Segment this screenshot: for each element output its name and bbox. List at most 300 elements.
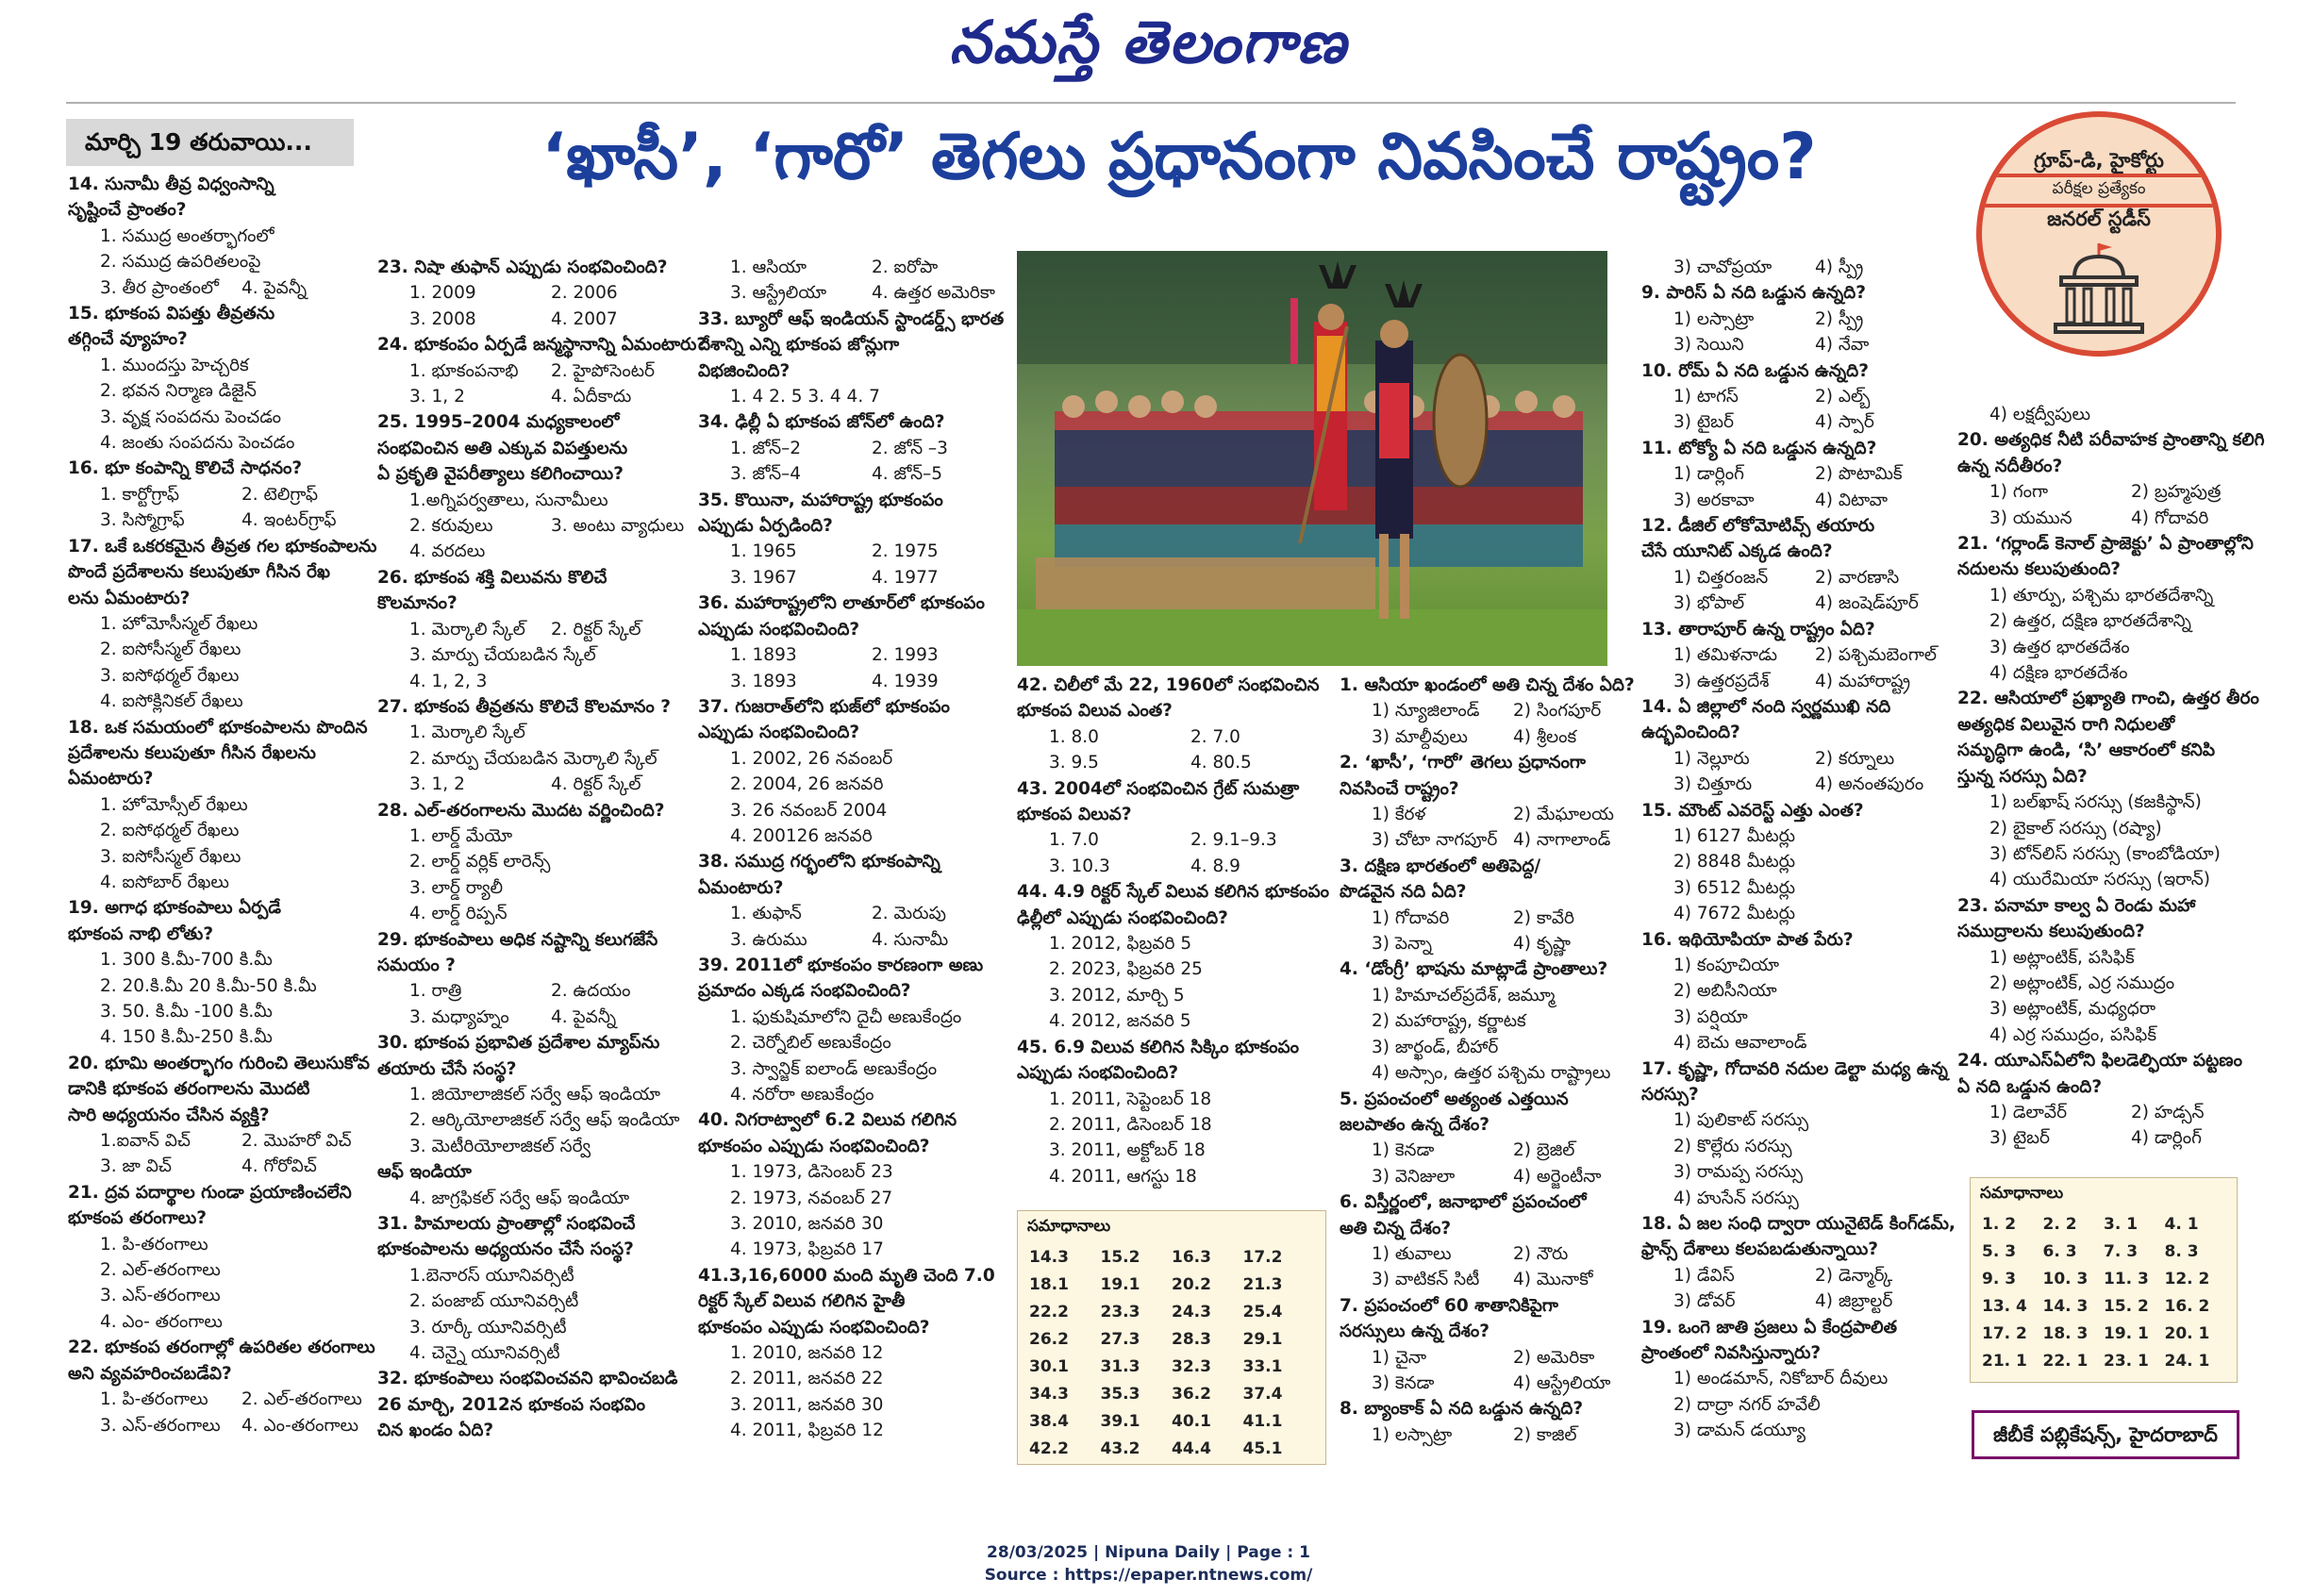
option-text: 2) ఎల్బ్ xyxy=(1815,387,1871,407)
option-text: 2. 2006 xyxy=(551,283,618,304)
answer-cell: 5. 3 xyxy=(1982,1241,2017,1261)
question-text: 19. ఒంగె జాతి ప్రజలు ఏ కేంద్రపాలిత xyxy=(1641,1317,1897,1338)
question-text: 10. రోమ్ ఏ నది ఒడ్డున ఉన్నది? xyxy=(1641,360,1869,381)
option-text: 3) రామప్ప సరస్సు xyxy=(1673,1162,1803,1183)
option-pair xyxy=(1340,1371,1655,1396)
answer-cell: 19.1 xyxy=(1100,1274,1140,1294)
question-text: 5. ప్రపంచంలో అత్యంత ఎత్తయిన xyxy=(1340,1089,1569,1109)
option-pair xyxy=(698,436,1013,461)
answer-cell: 38.4 xyxy=(1029,1411,1069,1431)
option-pair xyxy=(698,669,1013,694)
question-column-4 xyxy=(1017,673,1332,1189)
question-text: నదులను కలుపుతుంది? xyxy=(1957,559,2121,580)
option-text: 3) ఉత్తర భారతదేశం xyxy=(1989,637,2130,657)
answer-row xyxy=(1029,1380,1314,1407)
answer-cell: 45.1 xyxy=(1242,1438,1283,1458)
answer-cell: 17.2 xyxy=(1242,1247,1283,1267)
option-text: 3. అంటు వ్యాధులు xyxy=(551,516,685,537)
question-text: 32. భూకంపాలు సంభవించవని భావించబడి xyxy=(377,1369,678,1389)
option-text: 2) స్ప్రీ xyxy=(1815,308,1864,329)
answer-cell: 40.1 xyxy=(1172,1411,1211,1431)
question-text: నివసించే రాష్ట్రం? xyxy=(1340,778,1459,799)
option-text: 2. ఐరోపా xyxy=(872,258,939,277)
option-text: 1. రాత్రి xyxy=(409,981,462,1002)
question-text: 31. హిమాలయ ప్రాంతాల్లో సంభవించే xyxy=(377,1214,636,1235)
option-text: 3. తీర ప్రాంతంలో xyxy=(100,277,219,298)
answer-cell: 24. 1 xyxy=(2164,1351,2210,1371)
question-column-5 xyxy=(1340,673,1655,1448)
option-pair xyxy=(1340,906,1655,931)
option-text: 3) డామన్ డయ్యూ xyxy=(1673,1421,1806,1441)
option-text: 2) కావేరి xyxy=(1513,907,1575,928)
option-pair xyxy=(68,507,383,533)
answer-row xyxy=(1982,1347,2225,1374)
option-text: 2. పంజాబ్ యూనివర్సిటీ xyxy=(409,1291,579,1312)
answer-cell: 30.1 xyxy=(1029,1356,1069,1376)
footer-edition-line: 28/03/2025 | Nipuna Daily | Page : 1 xyxy=(987,1543,1310,1562)
option-text: 4) విటావా xyxy=(1815,490,1889,510)
answer-cell: 33.1 xyxy=(1242,1356,1283,1376)
option-pair xyxy=(1017,827,1332,853)
answer-row xyxy=(1982,1265,2225,1292)
question-text: 19. అగాధ భూకంపాలు ఏర్పడే xyxy=(68,898,281,919)
option-text: 1. 1965 xyxy=(730,541,797,562)
option-text: 2) మహారాష్ట్ర, కర్ణాటక xyxy=(1372,1011,1526,1032)
option-text: 2) అబిసీనియా xyxy=(1673,981,1777,1002)
option-text: 4) స్ప్రీ xyxy=(1815,258,1864,277)
option-text: 4. వరదలు xyxy=(409,541,486,562)
option-text: 1) తువాలు xyxy=(1372,1243,1452,1264)
question-text: పొడవైన నది ఏది? xyxy=(1340,882,1467,903)
option-text: 4. 1977 xyxy=(872,567,939,588)
question-text: 29. భూకంపాలు అధిక నష్టాన్ని కలుగజేసే xyxy=(377,929,658,950)
question-text: 26. భూకంప శక్తి విలువను కొలిచే xyxy=(377,567,608,588)
badge-line-1: గ్రూప్-డి, హైకోర్టు xyxy=(2034,149,2164,172)
question-text: భూకంపం ఎప్పుడు సంభవించింది? xyxy=(698,1136,930,1156)
question-text: ఎప్పుడు సంభవించింది? xyxy=(698,723,860,743)
question-text: 1. ఆసియా ఖండంలో అతి చిన్న దేశం ఏది? xyxy=(1340,675,1635,695)
answer-cell: 18.1 xyxy=(1029,1274,1069,1294)
option-text: 4) మహారాష్ట్ర xyxy=(1815,671,1910,691)
option-text: 3. 2008 xyxy=(409,308,476,329)
question-text: భూకంప నాభి లోతు? xyxy=(68,923,214,944)
question-text: 18. ఒక సమయంలో భూకంపాలను పొందిన xyxy=(68,717,368,738)
option-text: 2. మార్పు చేయబడిన మెర్కాలి స్కేల్ xyxy=(409,748,657,769)
option-text: 1. తుఫాన్ xyxy=(730,904,802,924)
answer-table xyxy=(1982,1210,2225,1374)
option-pair xyxy=(377,978,707,1004)
question-text: సారి అధ్యయనం చేసిన వ్యక్తి? xyxy=(68,1105,270,1125)
option-pair xyxy=(1340,1138,1655,1163)
option-text: 4) గోదావరి xyxy=(2131,507,2209,528)
question-text: 9. పారిస్ ఏ నది ఒడ్డున ఉన్నది? xyxy=(1641,283,1866,304)
option-text: 2. భవన నిర్మాణ డిజైన్ xyxy=(100,381,257,402)
option-text: 3. 10.3 xyxy=(1049,856,1110,876)
option-text: 4) శ్రీలంక xyxy=(1513,726,1577,747)
option-pair xyxy=(1340,698,1655,723)
option-text: 4) లక్షద్వీపులు xyxy=(1989,405,2091,424)
option-pair xyxy=(377,1005,707,1030)
option-pair xyxy=(1340,724,1655,750)
option-text: 1) కేరళ xyxy=(1372,805,1426,825)
option-pair xyxy=(1641,669,1956,694)
question-text: సమృద్ధిగా ఉండి, ‘సి’ ఆకారంలో కనిపి xyxy=(1957,740,2215,761)
option-text: 4) ఎర్ర సముద్రం, పసిఫిక్ xyxy=(1989,1024,2156,1045)
option-text: 1) డెలావేర్ xyxy=(1989,1102,2068,1122)
option-text: 4) దక్షిణ భారతదేశం xyxy=(1989,663,2128,684)
question-text: చిన ఖండం ఏది? xyxy=(377,1421,494,1441)
option-text: 4. రిక్టర్ స్కేల్ xyxy=(551,774,641,795)
answer-cell: 14.3 xyxy=(1029,1247,1069,1267)
option-text: 3. లార్డ్ ర్యాలీ xyxy=(409,877,504,898)
option-pair xyxy=(698,901,1013,926)
question-text: ప్రమాదం ఎక్కడ సంభవించింది? xyxy=(698,981,911,1002)
question-text: 42. చిలీలో మే 22, 1960లో సంభవించిన xyxy=(1017,675,1320,695)
answer-row xyxy=(1029,1243,1314,1271)
option-text: 1. పి-తరంగాలు xyxy=(100,1389,208,1410)
question-text: 2. ‘ఖాసీ’, ‘గారో’ తెగలు ప్రధానంగా xyxy=(1340,753,1586,773)
question-text: ఏ నది ఒడ్డున ఉంది? xyxy=(1957,1076,2103,1097)
question-text: ఎప్పుడు సంభవించింది? xyxy=(698,619,860,640)
option-text: 3. స్వాన్జిక్ ఐలాండ్ అణుకేంద్రం xyxy=(730,1058,938,1079)
option-text: 4. 1973, ఫిబ్రవరి 17 xyxy=(730,1239,884,1260)
answer-row xyxy=(1982,1210,2225,1238)
option-text: 2) బ్రహ్మపుత్ర xyxy=(2131,482,2222,503)
question-text: భూకంప విలువ? xyxy=(1017,805,1132,825)
option-text: 4) నేవా xyxy=(1815,335,1870,356)
option-text: 2. 20.కి.మీ 20 కి.మీ-50 కి.మీ xyxy=(100,975,317,996)
option-text: 3. 1, 2 xyxy=(409,387,465,407)
masthead-logo: నమస్తే తెలంగాణ xyxy=(949,8,1348,76)
option-text: 1. మెర్కాలి స్కేల్ xyxy=(409,619,525,640)
option-text: 2) అమెరికా xyxy=(1513,1347,1595,1368)
option-text: 4. ఇంటర్‌గ్రాఫ్ xyxy=(241,510,337,531)
answer-cell: 25.4 xyxy=(1242,1302,1283,1322)
option-text: 4. 8.9 xyxy=(1190,856,1240,876)
option-pair xyxy=(1641,772,1956,797)
answer-cell: 13. 4 xyxy=(1982,1296,2027,1316)
answer-row xyxy=(1982,1320,2225,1347)
answer-cell: 29.1 xyxy=(1242,1329,1283,1349)
question-text: సముద్రాలను కలుపుతుంది? xyxy=(1957,922,2145,942)
question-text: 20. భూమి అంతర్భాగం గురించి తెలుసుకోవ xyxy=(68,1053,370,1073)
option-text: 3. మధ్యాహ్నం xyxy=(409,1006,509,1027)
option-text: 4) కృష్ణా xyxy=(1513,934,1571,955)
answer-key-left xyxy=(1017,1210,1326,1465)
option-text: 2. ఐసోసీస్మల్ రేఖలు xyxy=(100,640,241,660)
option-text: 1. భూకంపనాభి xyxy=(409,360,519,381)
question-text: ప్రదేశాలను కలుపుతూ గీసిన రేఖలను xyxy=(68,742,316,763)
header-divider xyxy=(66,102,2236,104)
option-text: 3. ఎస్-తరంగాలు xyxy=(100,1286,221,1306)
option-text: 1) నెల్లూరు xyxy=(1673,748,1750,769)
answer-cell: 20.2 xyxy=(1172,1274,1211,1294)
question-text: 21. ‘గర్లాండ్ కెనాల్ ప్రాజెక్టు’ ఏ ప్రాంతాల్లోని xyxy=(1957,534,2254,555)
option-text: 3) చోటా నాగపూర్ xyxy=(1372,830,1498,851)
option-text: 4) అర్జెంటీనా xyxy=(1513,1166,1602,1187)
question-text: 24. యూఎస్ఏలోని ఫిలడెల్ఫియా పట్టణం xyxy=(1957,1051,2242,1072)
answer-cell: 20. 1 xyxy=(2164,1323,2210,1343)
question-text: ఢిల్లీలో ఎప్పుడు సంభవించింది? xyxy=(1017,907,1228,928)
answer-cell: 41.1 xyxy=(1242,1411,1283,1431)
option-text: 4. లార్డ్ రిప్పన్ xyxy=(409,904,508,924)
option-text: 2) మేఘాలయ xyxy=(1513,805,1614,825)
option-pair xyxy=(1957,479,2272,505)
option-text: 3. 9.5 xyxy=(1049,753,1099,773)
question-text: 14. ఏ జిల్లాలో నంది స్వర్ణముఖి నది xyxy=(1641,696,1891,717)
option-pair xyxy=(1641,307,1956,332)
option-text: 3) డోవర్ xyxy=(1673,1291,1736,1312)
footer-source-line: Source : https://epaper.ntnews.com/ xyxy=(984,1566,1313,1585)
question-text: 4. ‘డోంగ్రీ’ భాషను మాట్లాడే ప్రాంతాలు? xyxy=(1340,959,1608,980)
question-text: అతి చిన్న దేశం? xyxy=(1340,1218,1452,1239)
option-text: 4) జిబ్రాల్టర్ xyxy=(1815,1291,1893,1312)
option-text: 4. నరోరా అణుకేంద్రం xyxy=(730,1085,874,1105)
option-text: 1) అండమాన్, నికోబార్ దీవులు xyxy=(1673,1369,1889,1389)
option-text: 3. 1, 2 xyxy=(409,774,465,795)
option-text: 4) హుసేన్ సరస్సు xyxy=(1673,1188,1799,1208)
option-pair xyxy=(68,1128,383,1154)
option-text: 1.అగ్నిపర్వతాలు, సునామీలు xyxy=(409,490,608,510)
option-text: 3. మార్పు చేయబడిన స్కేల్ xyxy=(409,645,596,666)
option-text: 3) చావోప్రయా xyxy=(1673,258,1773,277)
answer-cell: 12. 2 xyxy=(2164,1269,2210,1288)
option-text: 3. 1967 xyxy=(730,567,797,588)
option-text: 4. జంతు సంపదను పెంచడం xyxy=(100,433,295,454)
option-text: 4. ఎం-తరంగాలు xyxy=(241,1415,359,1436)
question-text: 38. సముద్ర గర్భంలోని భూకంపాన్ని xyxy=(698,852,940,873)
option-text: 1. 7.0 xyxy=(1049,830,1099,851)
question-text: భూకంప విలువ ఎంత? xyxy=(1017,701,1173,722)
option-text: 3) వెనిజులా xyxy=(1372,1166,1456,1187)
option-pair xyxy=(1340,1345,1655,1371)
option-text: 1) బల్‌ఖాష్ సరస్సు (కజకిస్థాన్) xyxy=(1989,792,2202,813)
question-text: 16. ఇథియోపియా పాత పేరు? xyxy=(1641,929,1854,950)
answer-key-title: సమాధానాలు xyxy=(1980,1184,2064,1203)
option-pair xyxy=(68,1413,383,1438)
option-text: 2) సింగపూర్ xyxy=(1513,701,1602,722)
option-text: 4. ఏదీకాదు xyxy=(551,387,632,407)
option-pair xyxy=(1340,1164,1655,1189)
answer-cell: 44.4 xyxy=(1172,1438,1211,1458)
option-pair xyxy=(377,280,707,306)
option-text: 1. సముద్ర అంతర్భాగంలో xyxy=(100,225,275,246)
option-text: 4. 2011, ఫిబ్రవరి 12 xyxy=(730,1421,884,1441)
answer-cell: 17. 2 xyxy=(1982,1323,2027,1343)
question-text: 3. దక్షిణ భారతంలో అతిపెద్ద/ xyxy=(1340,856,1541,876)
question-column-2 xyxy=(377,255,707,1444)
option-text: 1. హోమోసీస్మల్ రేఖలు xyxy=(100,613,258,634)
answer-cell: 26.2 xyxy=(1029,1329,1069,1349)
option-text: 1. పి-తరంగాలు xyxy=(100,1234,208,1255)
question-text: కొలమానం? xyxy=(377,593,458,614)
question-text: భూకంప తరంగాలు? xyxy=(68,1208,208,1229)
option-pair xyxy=(68,482,383,507)
option-text: 4. 150 కి.మీ-250 కి.మీ xyxy=(100,1027,273,1048)
question-text: తయారు చేసే సంస్థ? xyxy=(377,1058,517,1079)
option-text: 2. హైపోసెంటర్ xyxy=(551,360,656,381)
option-text: 1.ఐవాన్ విచ్ xyxy=(100,1131,191,1152)
question-text: ప్రాంతంలో నివసిస్తున్నారు? xyxy=(1641,1343,1822,1364)
question-text: 12. డీజిల్ లోకోమోటివ్స్ తయారు xyxy=(1641,516,1875,537)
option-text: 3. 1893 xyxy=(730,671,797,691)
option-pair xyxy=(1641,565,1956,590)
option-text: 3) భోపాల్ xyxy=(1673,593,1745,614)
option-text: 3) టోన్‌లిస్ సరస్సు (కాంబోడియా) xyxy=(1989,843,2221,864)
option-pair xyxy=(1957,1100,2272,1125)
option-text: 3) మాల్దీవులు xyxy=(1372,726,1468,747)
answer-cell: 23. 1 xyxy=(2104,1351,2149,1371)
option-pair xyxy=(1641,409,1956,435)
option-text: 4. ఉత్తర అమెరికా xyxy=(872,283,995,304)
option-text: 3. 50. కి.మీ -100 కి.మీ xyxy=(100,1002,273,1022)
option-pair xyxy=(698,461,1013,487)
question-text: 11. టోక్యో ఏ నది ఒడ్డున ఉన్నది? xyxy=(1641,438,1877,458)
answer-cell: 2. 2 xyxy=(2042,1214,2077,1234)
question-text: 20. అత్యధిక నీటి పరీవాహక ప్రాంతాన్ని కలిగి xyxy=(1957,430,2265,451)
option-pair xyxy=(68,275,383,301)
answer-cell: 10. 3 xyxy=(2042,1269,2089,1288)
option-text: 3) ఉత్తరప్రదేశ్ xyxy=(1673,671,1770,691)
option-text: 3) పెన్నా xyxy=(1372,934,1433,955)
question-text: రిక్టర్ స్కేల్ విలువ గలిగిన హైతీ xyxy=(698,1291,906,1312)
option-text: 2) బైకాల్ సరస్సు (రష్యా) xyxy=(1989,818,2162,839)
option-pair xyxy=(1641,332,1956,357)
option-text: 4. పైవన్నీ xyxy=(241,277,308,298)
option-text: 2. 2011, జనవరి 22 xyxy=(730,1369,884,1389)
option-text: 1) చైనా xyxy=(1372,1347,1427,1368)
option-text: 1. ముందస్తు హెచ్చరిక xyxy=(100,355,249,375)
option-text: 3) అట్లాంటిక్, మధ్యధరా xyxy=(1989,999,2156,1020)
option-text: 1.బెనారస్ యూనివర్సిటీ xyxy=(409,1265,574,1286)
option-text: 1) తూర్పు, పశ్చిమ భారతదేశాన్ని xyxy=(1989,585,2214,606)
option-pair xyxy=(68,1387,383,1412)
option-text: 1. 4 2. 5 3. 4 4. 7 xyxy=(730,387,880,407)
option-text: 2. లార్డ్ వర్లిక్ లారెన్స్ xyxy=(409,852,551,873)
question-text: 8. బ్యాంకాక్ ఏ నది ఒడ్డున ఉన్నది? xyxy=(1340,1399,1584,1420)
question-text: అత్యధిక విలువైన రాగి నిధులతో xyxy=(1957,714,2175,735)
option-text: 1) డేవిస్ xyxy=(1673,1265,1735,1286)
answer-row xyxy=(1029,1407,1314,1435)
option-text: 1. మెర్కాలి స్కేల్ xyxy=(409,723,525,743)
option-pair xyxy=(1641,642,1956,668)
option-pair xyxy=(1641,1263,1956,1288)
topic-badge xyxy=(1976,111,2222,357)
option-text: 4) బెచు ఆవాలాండ్ xyxy=(1673,1033,1807,1054)
option-pair xyxy=(1641,590,1956,616)
question-text: సరస్సు? xyxy=(1641,1085,1699,1105)
question-text: 44. 4.9 రిక్టర్ స్కేల్ విలువ కలిగిన భూకంపం xyxy=(1017,882,1330,903)
option-text: 1. ఫుకుషిమాలోని దైచీ అణుకేంద్రం xyxy=(730,1006,962,1027)
answer-cell: 15.2 xyxy=(1100,1247,1140,1267)
question-text: 13. తారాపూర్ ఉన్న రాష్ట్రం ఏది? xyxy=(1641,619,1875,640)
answer-row xyxy=(1029,1435,1314,1462)
question-text: 16. భూ కంపాన్ని కొలిచే సాధనం? xyxy=(68,458,303,479)
question-column-7 xyxy=(1957,402,2272,1152)
option-text: 2. ఎల్-తరంగాలు xyxy=(241,1389,362,1410)
option-text: 1) హిమాచల్‌ప్రదేశ్, జమ్మూ xyxy=(1372,985,1556,1006)
answer-cell: 31.3 xyxy=(1100,1356,1140,1376)
answer-cell: 35.3 xyxy=(1100,1384,1140,1404)
option-text: 2. కరువులు xyxy=(409,516,493,537)
option-pair xyxy=(698,642,1013,668)
option-text: 3. ఐసోథర్మల్ రేఖలు xyxy=(100,665,240,686)
question-text: విభజించింది? xyxy=(698,360,791,381)
option-text: 1. ఆసియా xyxy=(730,258,807,277)
answer-row xyxy=(1982,1292,2225,1320)
question-text: 26 మార్చి, 2012న భూకంప సంభవిం xyxy=(377,1394,645,1415)
question-column-6 xyxy=(1641,255,1956,1444)
option-text: 4. 1, 2, 3 xyxy=(409,671,488,691)
option-text: 2) నౌరు xyxy=(1513,1243,1569,1264)
option-text: 1. 2012, ఫిబ్రవరి 5 xyxy=(1049,934,1192,955)
option-text: 1) కంపూచియా xyxy=(1673,955,1780,975)
option-text: 3. 2010, జనవరి 30 xyxy=(730,1214,884,1235)
option-text: 1. 1893 xyxy=(730,645,797,666)
question-text: 18. ఏ జల సంధి ద్వారా యునైటెడ్ కింగ్‌డమ్, xyxy=(1641,1214,1956,1235)
answer-cell: 16.3 xyxy=(1172,1247,1211,1267)
answer-cell: 34.3 xyxy=(1029,1384,1069,1404)
option-text: 4. 80.5 xyxy=(1190,753,1252,773)
option-pair xyxy=(1340,827,1655,853)
option-text: 3. మెటీరియోలాజికల్ సర్వే xyxy=(409,1136,591,1156)
option-text: 3) జార్ఖండ్, బీహార్ xyxy=(1372,1037,1499,1057)
answer-row xyxy=(1029,1298,1314,1325)
option-text: 1) పులికాట్ సరస్సు xyxy=(1673,1110,1809,1131)
option-text: 1. 2009 xyxy=(409,283,476,304)
page-headline: ‘ఖాసీ’, ‘గారో’ తెగలు ప్రధానంగా నివసించే రాష్ట్రం? xyxy=(541,120,1817,194)
option-text: 4. 2012, జనవరి 5 xyxy=(1049,1011,1191,1032)
option-text: 3) టైబర్ xyxy=(1989,1128,2050,1149)
answer-cell: 9. 3 xyxy=(1982,1269,2017,1288)
option-text: 3. ఆస్ట్రేలియా xyxy=(730,283,827,304)
option-text: 3. జోన్–4 xyxy=(730,464,802,485)
option-pair xyxy=(698,565,1013,590)
question-text: 39. 2011లో భూకంపం కారణంగా అణు xyxy=(698,955,984,975)
option-text: 3) కెనడా xyxy=(1372,1372,1435,1393)
question-text: ఎప్పుడు ఏర్పడింది? xyxy=(698,516,833,537)
answer-cell: 37.4 xyxy=(1242,1384,1283,1404)
option-text: 4) అనంతపురం xyxy=(1815,774,1924,795)
question-text: 23. నిషా తుఫాన్ ఎప్పుడు సంభవించింది? xyxy=(377,258,668,277)
option-text: 1. 1973, డిసెంబర్ 23 xyxy=(730,1162,893,1183)
answer-cell: 14. 3 xyxy=(2042,1296,2089,1316)
question-text: ఏ ప్రకృతి వైపరీత్యాలు కలిగించాయి? xyxy=(377,464,624,485)
option-pair xyxy=(1340,931,1655,956)
question-text: చేసే యూనిట్ ఎక్కడ ఉంది? xyxy=(1641,541,1833,562)
option-text: 2) ఉత్తర, దక్షిణ భారతదేశాన్ని xyxy=(1989,611,2191,632)
question-text: అని వ్యవహరించబడేవి? xyxy=(68,1363,232,1384)
option-text: 2) అట్లాంటిక్, ఎర్ర సముద్రం xyxy=(1989,973,2175,993)
question-text: 24. భూకంపం ఏర్పడే జన్మస్థానాన్ని ఏమంటారు? xyxy=(377,335,707,356)
answer-cell: 6. 3 xyxy=(2042,1241,2077,1261)
answer-cell: 24.3 xyxy=(1172,1302,1211,1322)
option-text: 2. ఎల్-తరంగాలు xyxy=(100,1260,221,1281)
option-pair xyxy=(377,772,707,797)
option-text: 2. 9.1–9.3 xyxy=(1190,830,1277,851)
option-text: 1. 8.0 xyxy=(1049,726,1099,747)
option-text: 1. లార్డ్ మేయో xyxy=(409,825,513,846)
option-text: 3) సెయిని xyxy=(1673,335,1744,356)
answer-cell: 21.3 xyxy=(1242,1274,1283,1294)
option-text: 4. పైవన్నీ xyxy=(551,1006,617,1027)
question-text: జలపాతం ఉన్న దేశం? xyxy=(1340,1114,1490,1135)
option-text: 2. ఐసోథర్మల్ రేఖలు xyxy=(100,821,240,841)
option-text: 1) తమిళనాడు xyxy=(1673,645,1778,666)
option-text: 1) న్యూజిలాండ్ xyxy=(1372,701,1480,722)
option-pair xyxy=(1641,461,1956,487)
option-pair xyxy=(377,307,707,332)
